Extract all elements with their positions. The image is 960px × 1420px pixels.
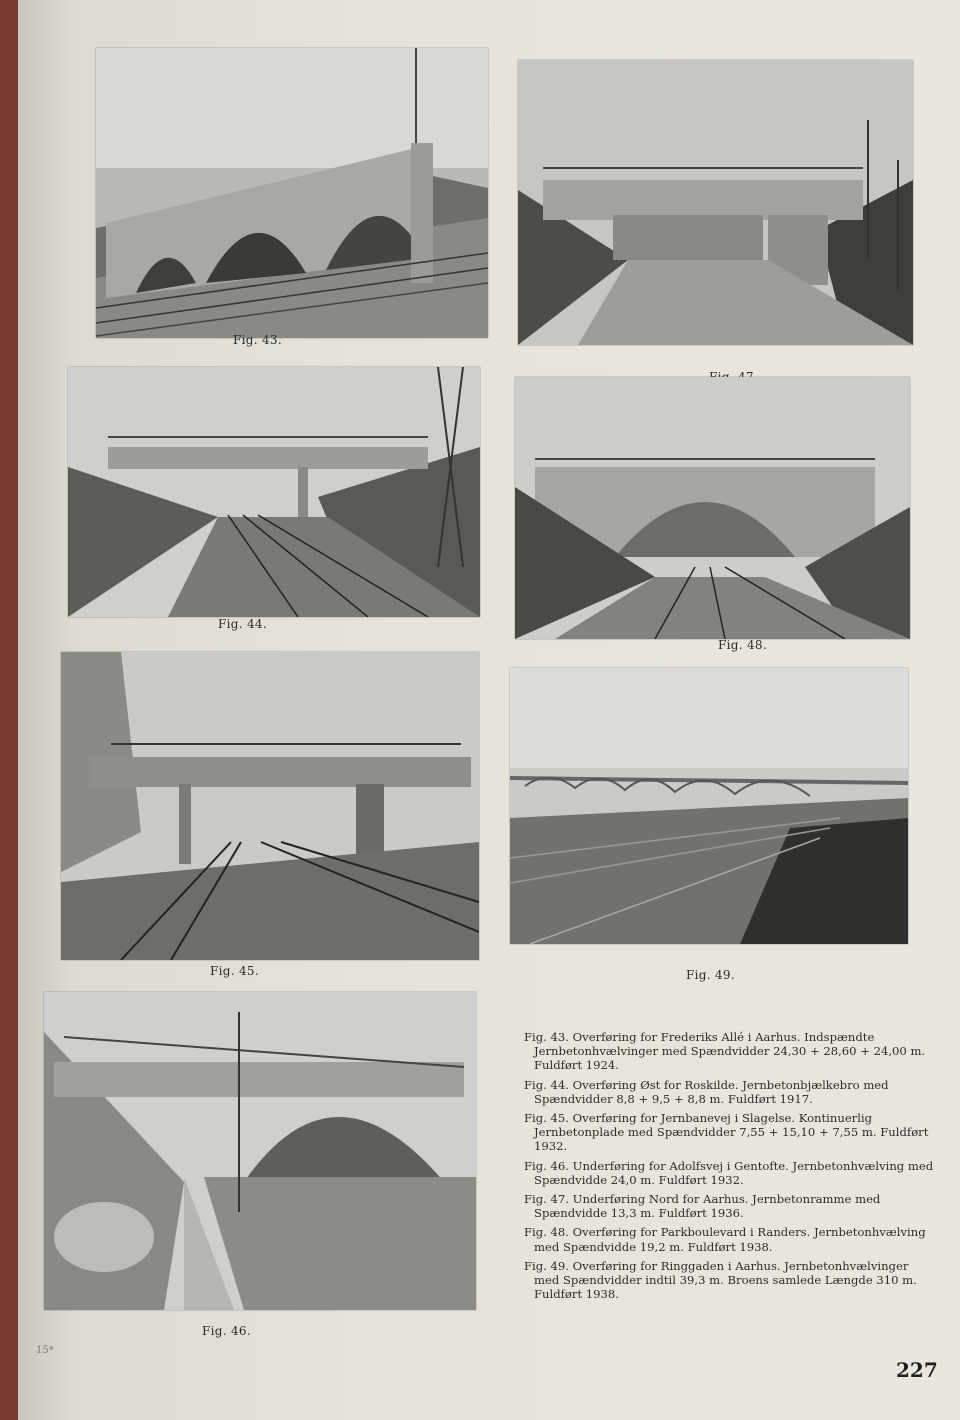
photo-fig-45	[61, 652, 479, 960]
fig-45-label: Fig. 45.	[210, 964, 259, 978]
photo-fig-48	[515, 377, 910, 639]
photo-fig-46	[44, 992, 476, 1310]
photo-fig-44	[68, 367, 480, 617]
book-page	[18, 0, 960, 1420]
page-number: 227	[896, 1358, 938, 1382]
photo-fig-49	[510, 668, 908, 944]
caption-fig-45: Fig. 45. Overføring for Jernbanevej i Slagelse. Kontinuerlig Jernbetonplade med Spændvidder 7,55 + 15,10 + 7,55 m. Fuldført 1932.	[524, 1111, 929, 1154]
fig-49-label: Fig. 49.	[686, 968, 735, 982]
signature-mark: 15*	[36, 1345, 54, 1356]
caption-fig-47: Fig. 47. Underføring Nord for Aarhus. Jernbetonramme med Spændvidde 13,3 m. Fuldført 1936.	[524, 1192, 881, 1221]
photo-fig-47	[518, 60, 913, 345]
caption-block	[524, 1030, 934, 1306]
fig-48-label: Fig. 48.	[718, 638, 767, 652]
fig-43-label: Fig. 43.	[233, 333, 282, 347]
fig-46-label: Fig. 46.	[202, 1324, 251, 1338]
caption-fig-43: Fig. 43. Overføring for Frederiks Allé i Aarhus. Indspændte Jernbetonhvælvinger med Spændvidder 24,30 + 28,60 + 24,00 m. Fuldført 1924.	[524, 1030, 926, 1073]
caption-fig-49: Fig. 49. Overføring for Ringgaden i Aarhus. Jernbetonhvælvinger med Spændvidder indtil 39,3 m. Broens samlede Længde 310 m. Fuldført 1938.	[524, 1258, 917, 1302]
photo-fig-43	[96, 48, 488, 338]
caption-fig-46: Fig. 46. Underføring for Adolfsvej i Gentofte. Jernbetonhvælving med Spændvidde 24,0 m. Fuldført 1932.	[524, 1158, 934, 1187]
caption-fig-44: Fig. 44. Overføring Øst for Roskilde. Jernbetonbjælkebro med Spændvidder 8,8 + 9,5 + 8,8 m. Fuldført 1917.	[524, 1077, 889, 1106]
fig-44-label: Fig. 44.	[218, 617, 267, 631]
caption-fig-48: Fig. 48. Overføring for Parkboulevard i Randers. Jernbetonhvælving med Spændvidde 19,2 m. Fuldført 1938.	[524, 1225, 926, 1254]
